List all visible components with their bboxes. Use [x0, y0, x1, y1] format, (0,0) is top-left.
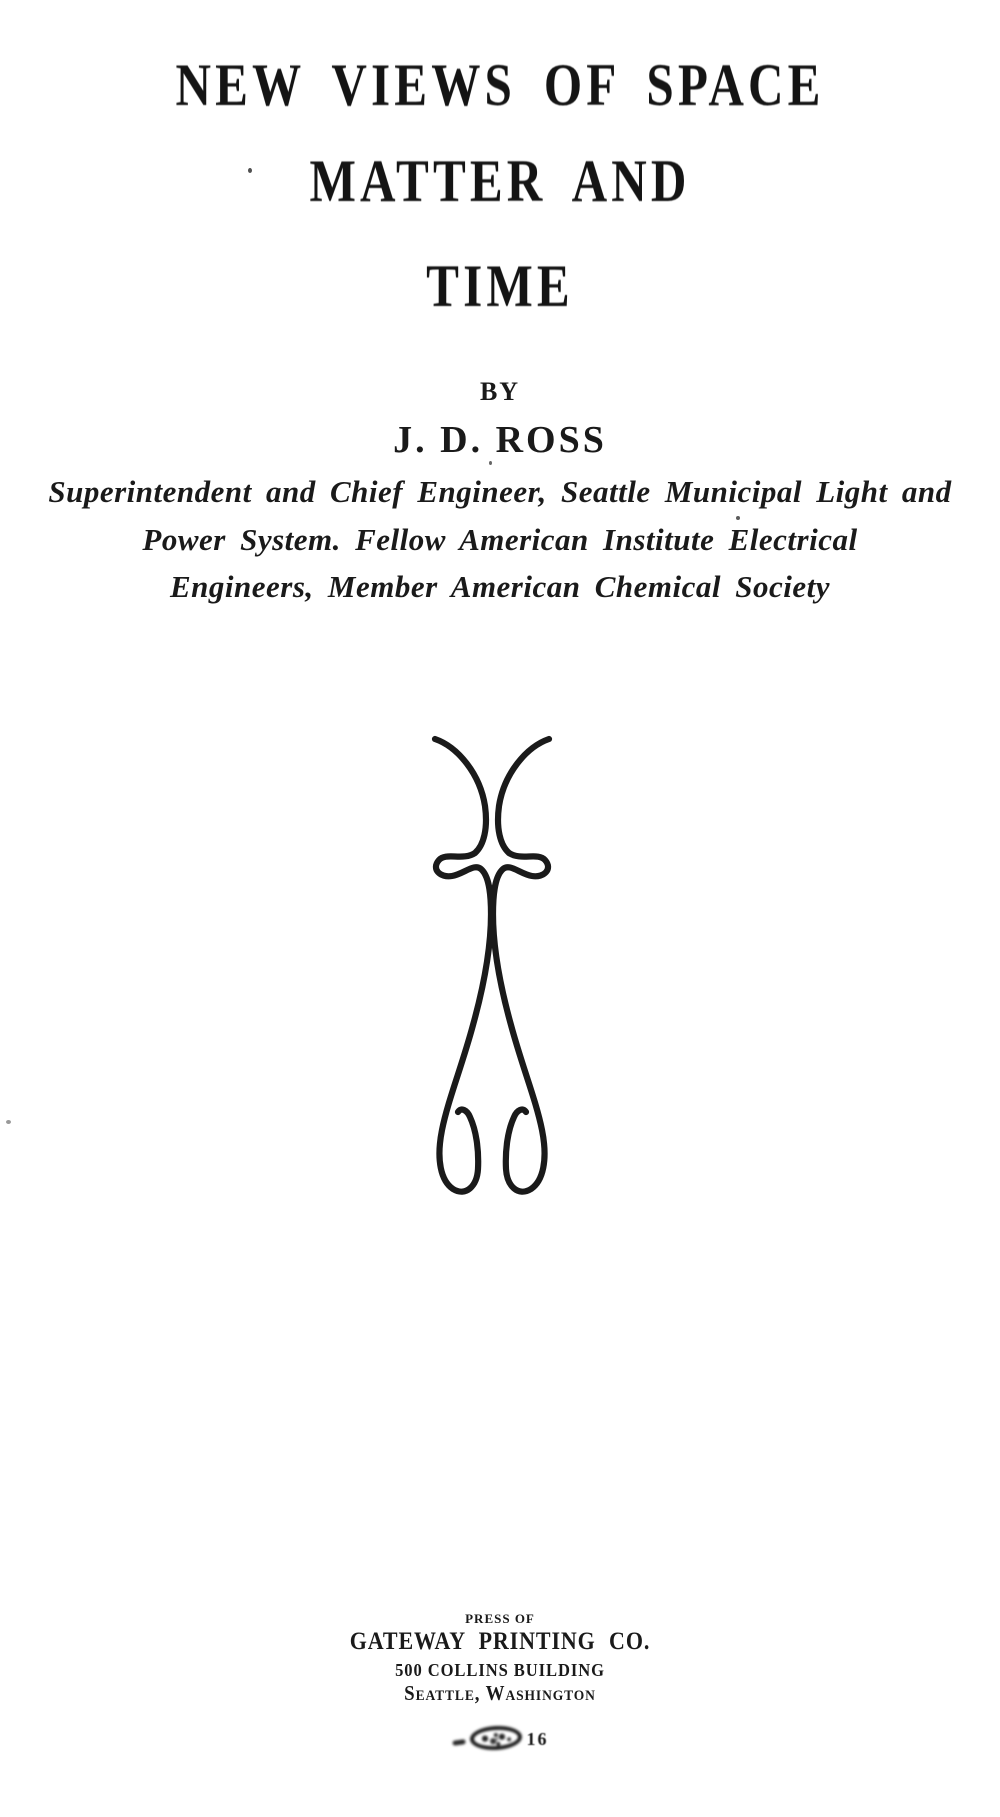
book-title-line-2: MATTER AND	[309, 148, 691, 214]
imprint-press-of: PRESS OF	[465, 1611, 535, 1626]
author-credentials-line-2: Power System. Fellow American Institute Electrical	[142, 522, 858, 557]
ink-speck	[6, 1120, 11, 1124]
imprint-printer-name: GATEWAY PRINTING CO.	[349, 1628, 651, 1655]
ink-smudge-icon	[452, 1739, 466, 1746]
author-credentials-line-3: Engineers, Member American Chemical Society	[169, 569, 831, 604]
flourish-ornament-icon	[415, 725, 575, 1200]
printers-union-label-icon	[469, 1725, 522, 1752]
author-credentials-line-1: Superintendent and Chief Engineer, Seattle Municipal Light and	[48, 474, 952, 509]
book-title-line-3: TIME	[426, 253, 574, 319]
union-label-row	[0, 1726, 1000, 1750]
byline-label: BY	[479, 377, 521, 406]
ink-speck	[248, 168, 252, 173]
book-title-line-1: NEW VIEWS OF SPACE	[175, 52, 825, 118]
union-label-number: 16	[526, 1728, 549, 1749]
ink-speck	[489, 461, 492, 465]
imprint-city: Seattle, Washington	[404, 1681, 596, 1705]
author-name: J. D. ROSS	[393, 419, 607, 461]
imprint-address: 500 COLLINS BUILDING	[395, 1660, 605, 1680]
ink-speck	[736, 516, 740, 520]
